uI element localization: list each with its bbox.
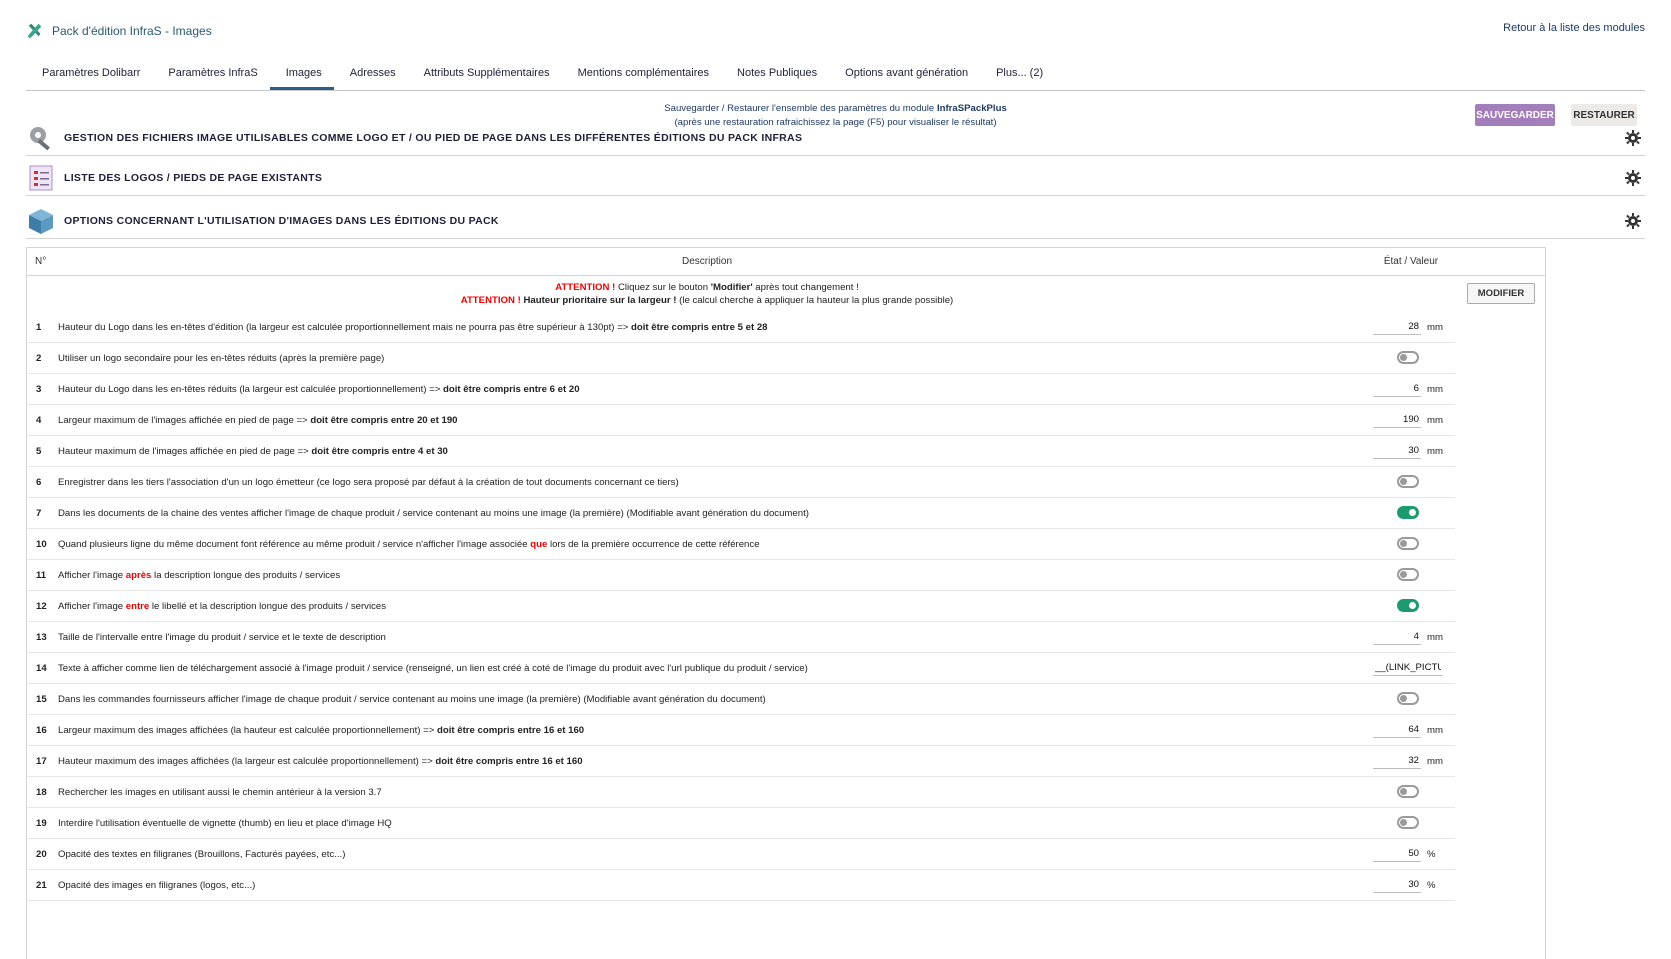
tools-icon [26,22,44,40]
description-text: doit être compris entre 16 et 160 [436,725,585,736]
table-row [27,529,1455,560]
save-note-text: Sauvegarder / Restaurer l'ensemble des paramètres du module [664,103,937,114]
warning-text-bold: 'Modifier' [710,282,753,293]
table-row [27,777,1455,808]
table-row [27,343,1455,374]
column-header-value: État / Valeur [1383,256,1439,267]
row-number: 21 [36,880,47,891]
row-number: 15 [36,694,47,705]
row-number: 16 [36,725,47,736]
warning-block [27,276,1387,312]
tab-notes-publiques[interactable]: Notes Publiques [737,67,818,79]
row-number: 3 [36,384,42,395]
section-image-options[interactable] [26,203,1645,239]
tab-mentions-compl-mentaires[interactable]: Mentions complémentaires [577,67,710,79]
save-button[interactable]: SAUVEGARDER [1475,104,1555,126]
description-text: Afficher l'image [58,570,126,581]
description-text: Largeur maximum des images affichées (la hauteur est calculée proportionnellement) => [58,725,437,736]
warning-text: après tout changement ! [752,282,859,293]
tab-bar [26,61,1645,91]
numeric-value-input[interactable] [1373,753,1421,769]
unit-label: mm [1427,446,1443,457]
description-text: la description longue des produits / services [151,570,341,581]
table-row [27,622,1455,653]
unit-label: mm [1427,756,1443,767]
save-note-line2: (après une restauration rafraichissez la page (F5) pour visualiser le résultat) [674,117,997,128]
column-header-description: Description [681,256,733,267]
numeric-value-input[interactable] [1373,443,1421,459]
restore-button[interactable]: RESTAURER [1571,104,1637,126]
toggle-on-icon[interactable] [1397,506,1419,519]
column-header-number: N° [35,256,47,267]
row-description [58,787,382,798]
description-text: doit être compris entre 16 et 160 [435,756,583,767]
row-number: 5 [36,446,42,457]
row-number: 13 [36,632,47,643]
description-text: Texte à afficher comme lien de téléchargement associé à l'image produit / service (renseigné, un lien est créé à coté de l'image du produit avec l'url publique du produit / service) [58,663,808,674]
numeric-value-input[interactable] [1373,846,1421,862]
top-bar [26,18,1645,40]
row-number: 12 [36,601,47,612]
row-description [58,384,580,395]
description-text: Largeur maximum de l'images affichée en pied de page => [58,415,311,426]
row-number: 14 [36,663,47,674]
gear-icon[interactable] [1625,130,1641,146]
tab-options-avant-g-n-ration[interactable]: Options avant génération [845,67,969,79]
description-text: Quand plusieurs ligne du même document font référence au même produit / service n'afficher l'image associée [58,539,531,550]
table-row [27,560,1455,591]
description-text: Hauteur maximum de l'images affichée en pied de page => [58,446,312,457]
unit-label: mm [1427,725,1443,736]
row-number: 17 [36,756,47,767]
description-text: Hauteur du Logo dans les en-têtes d'édition (la largeur est calculée proportionnellement mais ne pourra pas être supérieur à 130pt) => [58,322,632,333]
table-row [27,870,1455,901]
section-title: GESTION DES FICHIERS IMAGE UTILISABLES COMME LOGO ET / OU PIED DE PAGE DANS LES DIFFÉRENTES ÉDITIONS DU PACK INFRAS [64,131,803,144]
description-text: le libellé et la description longue des produits / services [149,601,387,612]
module-name: InfraSPackPlus [936,103,1007,114]
description-text: doit être compris entre 6 et 20 [443,384,580,395]
description-text: Utiliser un logo secondaire pour les en-têtes réduits (après la première page) [58,353,385,364]
section-title: LISTE DES LOGOS / PIEDS DE PAGE EXISTANTS [64,171,323,184]
warning-text: Cliquez sur le bouton [615,282,711,293]
numeric-value-input[interactable] [1373,629,1421,645]
row-description [58,880,255,891]
row-number: 19 [36,818,47,829]
description-text: Afficher l'image [58,601,126,612]
text-value-input[interactable] [1373,660,1443,676]
tab-param-tres-infras[interactable]: Paramètres InfraS [168,67,258,79]
section-title: OPTIONS CONCERNANT L'UTILISATION D'IMAGES DANS LES ÉDITIONS DU PACK [64,214,499,227]
modify-button[interactable]: MODIFIER [1467,283,1535,304]
description-text: Hauteur maximum des images affichées (la largeur est calculée proportionnellement) => [58,756,436,767]
row-number: 10 [36,539,47,550]
warning-text: (le calcul cherche à appliquer la hauteur la plus grande possible) [676,295,954,306]
description-text: Opacité des textes en filigranes (Brouillons, Facturés payées, etc...) [58,849,346,860]
row-description [58,694,766,705]
row-number: 6 [36,477,42,488]
description-text: doit être compris entre 4 et 30 [311,446,448,457]
table-row [27,498,1455,529]
app-title-text: Pack d'édition InfraS - Images [52,24,212,38]
description-text: Dans les documents de la chaine des ventes afficher l'image de chaque produit / service contenant au moins une image (la première) (Modifiable avant génération du document) [58,508,809,519]
unit-label: mm [1427,322,1443,333]
row-description [58,477,679,488]
description-text: lors de la première occurrence de cette référence [547,539,760,550]
table-row [27,591,1455,622]
row-description [58,322,768,333]
toggle-off-icon[interactable] [1397,785,1419,798]
list-document-icon [26,163,56,193]
row-description [58,756,583,767]
table-row [27,715,1455,746]
row-description [58,632,386,643]
table-row [27,746,1455,777]
description-text: Enregistrer dans les tiers l'association d'un un logo émetteur (ce logo sera proposé par défaut à la création de tout documents concernant ce tiers) [58,477,679,488]
description-text: Opacité des images en filigranes (logos, etc...) [58,880,256,891]
toggle-off-icon[interactable] [1397,537,1419,550]
highlight-text: que [530,539,548,550]
table-row [27,374,1455,405]
back-to-modules-link[interactable]: Retour à la liste des modules [1503,22,1645,34]
highlight-text: entre [125,601,150,612]
table-row [27,312,1455,343]
tools-icon [26,123,56,153]
tab-adresses[interactable]: Adresses [349,67,396,79]
table-row [27,653,1455,684]
warning-label: ATTENTION ! [555,282,616,293]
numeric-value-input[interactable] [1373,319,1421,335]
row-number: 2 [36,353,42,364]
toggle-off-icon[interactable] [1397,816,1419,829]
section-image-files[interactable] [26,120,1645,156]
row-description [58,849,345,860]
numeric-value-input[interactable] [1373,877,1421,893]
row-description [58,818,392,829]
row-number: 18 [36,787,47,798]
description-text: Rechercher les images en utilisant aussi le chemin antérieur à la version 3.7 [58,787,382,798]
row-number: 7 [36,508,42,519]
row-description [58,353,384,364]
toggle-on-icon[interactable] [1397,599,1419,612]
app-title [26,22,212,40]
section-logo-list[interactable] [26,160,1645,196]
row-number: 1 [36,322,42,333]
toggle-off-icon[interactable] [1397,692,1419,705]
tab-param-tres-dolibarr[interactable]: Paramètres Dolibarr [42,67,141,79]
table-row [27,684,1455,715]
warning-text-bold: Hauteur prioritaire sur la largeur ! [520,295,677,306]
tab-images[interactable]: Images [270,61,334,90]
table-row [27,467,1455,498]
tab-plus-2[interactable]: Plus... (2) [996,67,1044,79]
row-description [58,725,584,736]
row-description [58,570,340,581]
row-number: 11 [36,570,47,581]
description-text: Hauteur du Logo dans les en-têtes réduits (la largeur est calculée proportionnellement) => [58,384,444,395]
tab-attributs-suppl-mentaires[interactable]: Attributs Supplémentaires [423,67,550,79]
toggle-off-icon[interactable] [1397,475,1419,488]
row-description [58,539,760,550]
gear-icon[interactable] [1625,213,1641,229]
unit-label: mm [1427,384,1443,395]
row-description [58,415,458,426]
row-description [58,508,809,519]
description-text: doit être compris entre 20 et 190 [310,415,458,426]
table-row [27,436,1455,467]
toggle-off-icon[interactable] [1397,351,1419,364]
description-text: Taille de l'intervalle entre l'image du produit / service et le texte de description [58,632,386,643]
toggle-off-icon[interactable] [1397,568,1419,581]
table-row [27,808,1455,839]
unit-label: mm [1427,632,1443,643]
description-text: Interdire l'utilisation éventuelle de vignette (thumb) en lieu et place d'image HQ [58,818,392,829]
table-row [27,839,1455,870]
row-number: 20 [36,849,47,860]
warning-label: ATTENTION ! [460,295,521,306]
cube-icon [26,206,56,236]
unit-label: mm [1427,415,1443,426]
table-header [27,248,1545,276]
numeric-value-input[interactable] [1373,381,1421,397]
table-row [27,405,1455,436]
options-table [26,247,1546,959]
unit-label: % [1427,849,1436,860]
row-description [58,601,386,612]
row-description [58,446,448,457]
gear-icon[interactable] [1625,170,1641,186]
numeric-value-input[interactable] [1373,412,1421,428]
description-text: Dans les commandes fournisseurs afficher l'image de chaque produit / service contenant au moins une image (la première) (Modifiable avant génération du document) [58,694,766,705]
row-description [58,663,808,674]
unit-label: % [1427,880,1436,891]
numeric-value-input[interactable] [1373,722,1421,738]
highlight-text: après [125,570,152,581]
row-number: 4 [36,415,42,426]
description-text: doit être compris entre 5 et 28 [631,322,768,333]
